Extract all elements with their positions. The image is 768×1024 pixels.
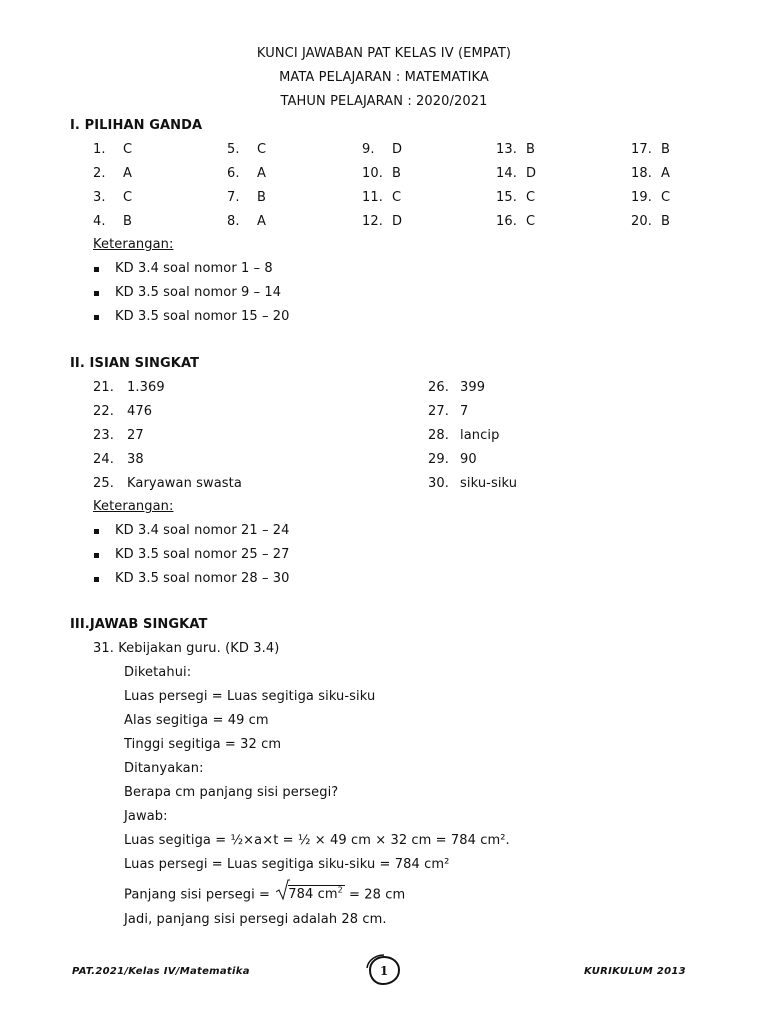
mc-number: 13. (496, 142, 517, 157)
sqrt-symbol-icon (276, 879, 290, 901)
mc-answer: C (123, 190, 133, 205)
mc-answer: A (257, 214, 266, 229)
mc-answer: B (392, 166, 402, 181)
bullet-icon (94, 577, 99, 582)
mc-number: 3. (93, 190, 106, 205)
bullet-icon (94, 315, 99, 320)
footer-left: PAT.2021/Kelas IV/Matematika (72, 966, 250, 977)
mc-number: 5. (227, 142, 240, 157)
solution-line: Tinggi segitiga = 32 cm (124, 737, 282, 752)
short-answer: 399 (460, 380, 486, 395)
short-answer: 476 (127, 404, 153, 419)
mc-number: 18. (631, 166, 652, 181)
sqrt-exponent: 2 (337, 886, 343, 895)
note-label-1: Keterangan: (93, 237, 174, 252)
mc-answer: B (661, 214, 671, 229)
short-answer: 27 (127, 428, 144, 443)
short-answer: siku-siku (460, 476, 518, 491)
mc-answer: A (257, 166, 266, 181)
bullet-icon (94, 529, 99, 534)
short-number: 26. (428, 380, 449, 395)
short-number: 24. (93, 452, 114, 467)
mc-number: 17. (631, 142, 652, 157)
mc-number: 11. (362, 190, 383, 205)
note-item: KD 3.4 soal nomor 1 – 8 (115, 261, 273, 276)
section-2-title: II. ISIAN SINGKAT (70, 356, 200, 371)
mc-number: 15. (496, 190, 517, 205)
mc-answer: A (661, 166, 670, 181)
sqrt-suffix: = 28 cm (344, 887, 406, 903)
footer-right: KURIKULUM 2013 (584, 966, 686, 977)
mc-answer: B (526, 142, 536, 157)
sqrt-prefix: Panjang sisi persegi = (124, 887, 275, 903)
mc-answer: D (392, 142, 403, 157)
short-answer: 90 (460, 452, 477, 467)
bullet-icon (94, 267, 99, 272)
page-number: 1 (379, 964, 389, 978)
mc-answer: B (257, 190, 267, 205)
mc-answer: C (526, 190, 536, 205)
note-item: KD 3.5 soal nomor 28 – 30 (115, 571, 290, 586)
note-item: KD 3.5 soal nomor 25 – 27 (115, 547, 290, 562)
mc-number: 6. (227, 166, 240, 181)
sqrt-expression (276, 883, 345, 903)
mc-number: 10. (362, 166, 383, 181)
short-answer: lancip (460, 428, 500, 443)
short-number: 29. (428, 452, 449, 467)
section-1-title: I. PILIHAN GANDA (70, 118, 203, 133)
sqrt-line (124, 883, 405, 903)
mc-answer: C (392, 190, 402, 205)
mc-answer: C (123, 142, 133, 157)
solution-line: Diketahui: (124, 665, 192, 680)
short-answer: 7 (460, 404, 469, 419)
short-answer: 38 (127, 452, 144, 467)
conclusion: Jadi, panjang sisi persegi adalah 28 cm. (124, 912, 387, 927)
short-answer: Karyawan swasta (127, 476, 242, 491)
mc-number: 7. (227, 190, 240, 205)
short-number: 23. (93, 428, 114, 443)
bullet-icon (94, 553, 99, 558)
short-number: 21. (93, 380, 114, 395)
mc-answer: C (526, 214, 536, 229)
doc-title: KUNCI JAWABAN PAT KELAS IV (EMPAT) (256, 46, 512, 61)
question-31: 31. Kebijakan guru. (KD 3.4) (93, 641, 280, 656)
solution-line: Berapa cm panjang sisi persegi? (124, 785, 339, 800)
doc-year: TAHUN PELAJARAN : 2020/2021 (280, 94, 488, 109)
mc-number: 12. (362, 214, 383, 229)
mc-number: 8. (227, 214, 240, 229)
mc-number: 16. (496, 214, 517, 229)
mc-answer: D (526, 166, 537, 181)
mc-answer: D (392, 214, 403, 229)
mc-number: 2. (93, 166, 106, 181)
mc-answer: B (123, 214, 133, 229)
short-number: 25. (93, 476, 114, 491)
doc-subject: MATA PELAJARAN : MATEMATIKA (279, 70, 489, 85)
mc-number: 14. (496, 166, 517, 181)
short-answer: 1.369 (127, 380, 165, 395)
mc-answer: A (123, 166, 132, 181)
bullet-icon (94, 291, 99, 296)
short-number: 22. (93, 404, 114, 419)
mc-number: 1. (93, 142, 106, 157)
note-label-2: Keterangan: (93, 499, 174, 514)
sqrt-value: 784 cm (288, 887, 338, 903)
mc-number: 20. (631, 214, 652, 229)
solution-line: Alas segitiga = 49 cm (124, 713, 269, 728)
solution-line: Luas persegi = Luas segitiga siku-siku = 784 cm² (124, 857, 450, 872)
note-item: KD 3.4 soal nomor 21 – 24 (115, 523, 290, 538)
solution-line: Ditanyakan: (124, 761, 204, 776)
mc-number: 4. (93, 214, 106, 229)
note-item: KD 3.5 soal nomor 9 – 14 (115, 285, 282, 300)
mc-answer: C (257, 142, 267, 157)
mc-answer: C (661, 190, 671, 205)
solution-line: Jawab: (124, 809, 168, 824)
mc-number: 9. (362, 142, 375, 157)
short-number: 30. (428, 476, 449, 491)
short-number: 27. (428, 404, 449, 419)
note-item: KD 3.5 soal nomor 15 – 20 (115, 309, 290, 324)
short-number: 28. (428, 428, 449, 443)
mc-answer: B (661, 142, 671, 157)
mc-number: 19. (631, 190, 652, 205)
solution-line: Luas segitiga = ½×a×t = ½ × 49 cm × 32 cm = 784 cm². (124, 833, 510, 848)
solution-line: Luas persegi = Luas segitiga siku-siku (124, 689, 376, 704)
section-3-title: III.JAWAB SINGKAT (70, 617, 208, 632)
